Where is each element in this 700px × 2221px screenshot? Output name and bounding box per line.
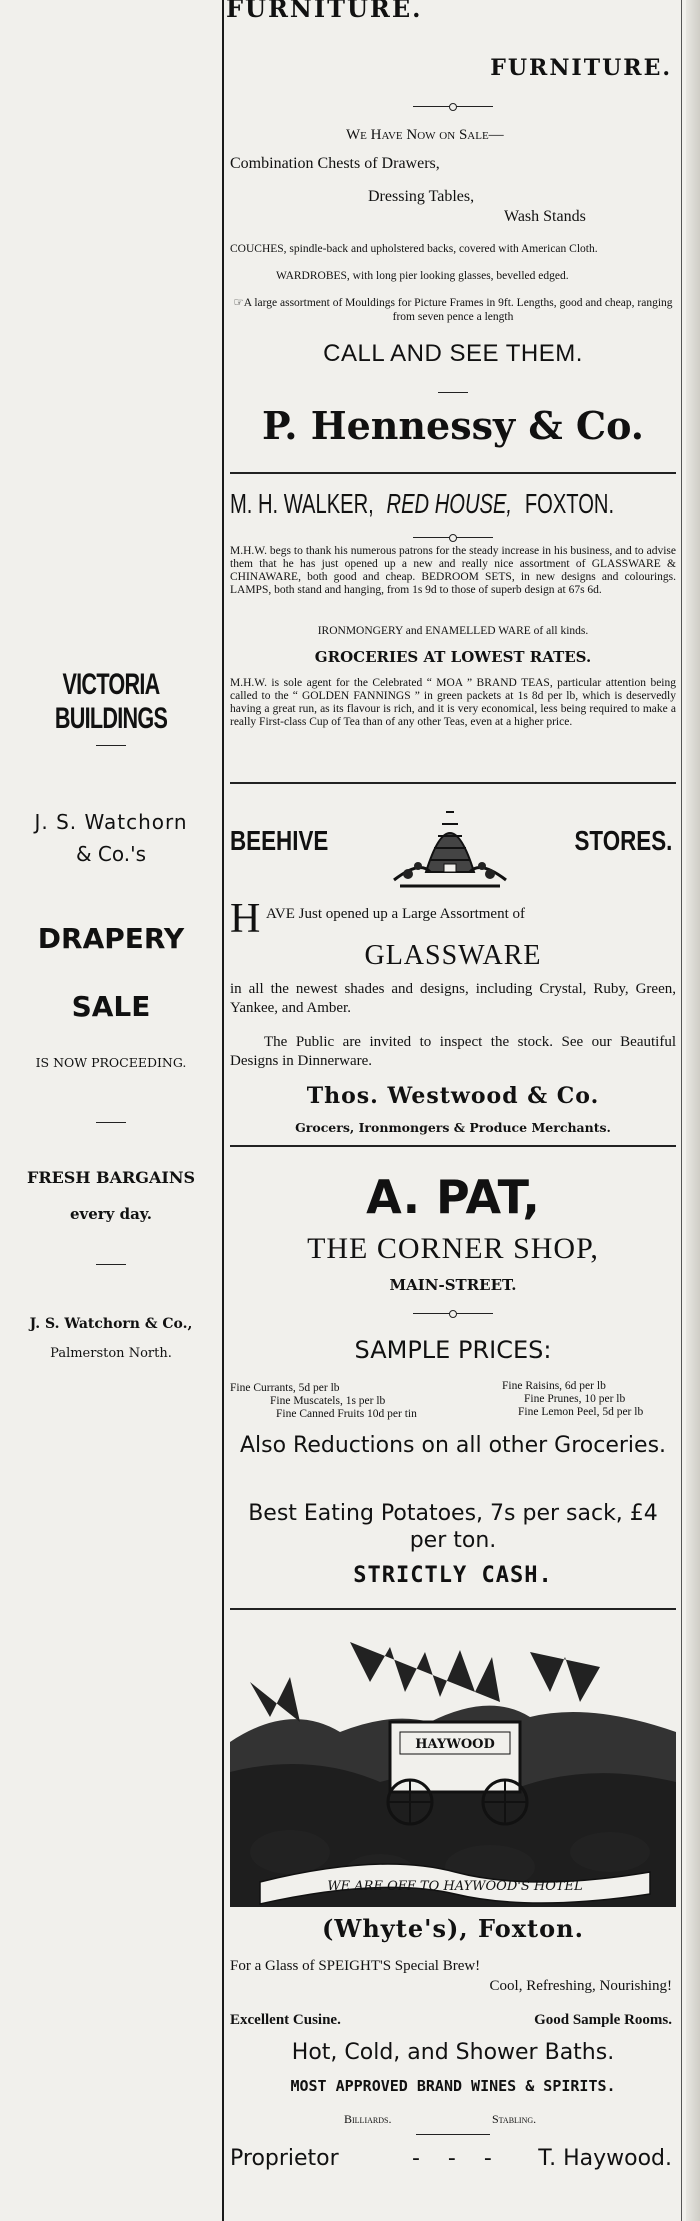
public-text: The Public are invited to inspect the stock. See our Beautiful Designs in Dinnerware. xyxy=(230,1034,676,1069)
divider xyxy=(96,745,126,746)
advert-rule xyxy=(230,472,676,474)
red-house: RED HOUSE, xyxy=(386,488,513,519)
column-rule xyxy=(222,0,224,2221)
ornament-rule xyxy=(413,537,493,538)
ironmongery-line: IRONMONGERY and ENAMELLED WARE of all kinds. xyxy=(317,625,589,637)
hotel-illustration xyxy=(230,1622,676,1907)
furniture-item: Wash Stands xyxy=(504,208,586,225)
price-item: Fine Currants, 5d per lb xyxy=(230,1382,340,1394)
page-edge-rule xyxy=(681,0,682,2221)
westwood-firm: Thos. Westwood & Co. xyxy=(306,1083,600,1109)
victoria-buildings-heading: VICTORIA BUILDINGS xyxy=(54,668,168,735)
beehive-intro: AVE Just opened up a Large Assortment of xyxy=(266,906,525,922)
stores-word: STORES. xyxy=(574,825,672,856)
divider xyxy=(438,392,468,393)
strictly-cash: STRICTLY CASH. xyxy=(353,1563,553,1588)
cuisine-text: Excellent Cusine. xyxy=(230,2012,341,2028)
watchorn-co: & Co.'s xyxy=(75,842,147,866)
beehive-icon xyxy=(390,790,510,892)
ornament-rule xyxy=(413,1313,493,1314)
corner-shop: THE CORNER SHOP, xyxy=(307,1232,599,1265)
divider xyxy=(96,1122,126,1123)
hotel-name: (Whyte's), Foxton. xyxy=(322,1914,584,1943)
call-and-see: CALL AND SEE THEM. xyxy=(323,340,583,367)
dropcap: H xyxy=(230,896,261,942)
drapery-heading: DRAPERY xyxy=(37,922,185,955)
walker-heading xyxy=(230,488,614,520)
cool-line: Cool, Refreshing, Nourishing! xyxy=(489,1978,672,1994)
furniture-heading: FURNITURE. xyxy=(490,55,672,81)
prices-left xyxy=(230,1382,417,1421)
watchorn-advert xyxy=(0,0,222,2221)
beehive-word: BEEHIVE xyxy=(230,825,329,856)
divider xyxy=(416,2134,490,2135)
shades-text: in all the newest shades and designs, including Crystal, Ruby, Green, Yankee, and Amber. xyxy=(230,981,676,1016)
tea-paragraph: M.H.W. is sole agent for the Celebrated “ MOA ” BRAND TEAS, particular attention being called to the “ GOLDEN FANNINGS ” in green packets at 1s 8d per lb, which is deservedly having a great run, as its flavour is rich, and it is very economical, less being required to make a really First-class Cup of Tea than of any other Teas, even at a higher price. xyxy=(230,677,676,728)
watchorn-footer-name: J. S. Watchorn & Co., xyxy=(29,1316,193,1332)
walker-town: FOXTON. xyxy=(524,488,615,519)
mouldings-text: ☞A large assortment of Mouldings for Picture Frames in 9ft. Lengths, good and cheap, ranging from seven pence a length xyxy=(233,297,673,323)
price-item: Fine Lemon Peel, 5d per lb xyxy=(518,1406,644,1418)
westwood-trade: Grocers, Ironmongers & Produce Merchants. xyxy=(295,1120,611,1135)
groceries-heading: GROCERIES AT LOWEST RATES. xyxy=(314,648,592,666)
owner-name: T. Haywood. xyxy=(538,2146,672,2171)
sale-line: We Have Now on Sale— xyxy=(346,127,504,143)
walker-paragraph: M.H.W. begs to thank his numerous patrons for the steady increase in his business, and to advise them that he has just opened up a new and really nice assortment of GLASSWARE & CHINAWARE, both good and cheap. BEDROOM SETS, in new designs and colourings. LAMPS, both stand and hanging, from 1s 9d to those of superb design at 67s 6d. xyxy=(230,545,676,596)
sample-prices-heading: SAMPLE PRICES: xyxy=(354,1336,552,1364)
wagon-label: HAYWOOD xyxy=(415,1737,495,1752)
wines-text: MOST APPROVED BRAND WINES & SPIRITS. xyxy=(290,2077,616,2095)
page-margin-shadow xyxy=(686,0,700,2221)
wardrobes-line: WARDROBES, with long pier looking glasses, bevelled edged. xyxy=(276,270,569,282)
proprietor-label: Proprietor xyxy=(230,2146,339,2171)
rooms-text: Good Sample Rooms. xyxy=(534,2012,672,2028)
reductions-text: Also Reductions on all other Groceries. xyxy=(239,1433,667,1458)
price-item: Fine Prunes, 10 per lb xyxy=(524,1393,626,1405)
advert-rule xyxy=(230,1608,676,1610)
price-item: Fine Muscatels, 1s per lb xyxy=(270,1395,386,1407)
price-item: Fine Raisins, 6d per lb xyxy=(502,1380,606,1392)
baths-text: Hot, Cold, and Shower Baths. xyxy=(291,2040,615,2065)
advert-rule xyxy=(230,782,676,784)
speights-line: For a Glass of SPEIGHT'S Special Brew! xyxy=(230,1958,481,1974)
potatoes-text: Best Eating Potatoes, 7s per sack, £4 per ton. xyxy=(248,1501,658,1553)
walker-name: M. H. WALKER, xyxy=(230,488,374,519)
furniture-item: Dressing Tables, xyxy=(368,188,475,205)
leader-dashes: - - - xyxy=(412,2146,492,2171)
fresh-bargains: FRESH BARGAINS xyxy=(26,1168,196,1187)
prices-right xyxy=(502,1380,643,1419)
divider xyxy=(96,1264,126,1265)
watchorn-name: J. S. Watchorn xyxy=(34,810,188,834)
every-day: every day. xyxy=(69,1205,153,1223)
banner-text: WE ARE OFF TO HAYWOOD'S HOTEL xyxy=(327,1879,583,1894)
main-street: MAIN-STREET. xyxy=(389,1276,517,1294)
stabling-text: Stabling. xyxy=(492,2112,537,2126)
billiards-text: Billiards. xyxy=(344,2112,392,2126)
watchorn-footer-place: Palmerston North. xyxy=(50,1346,172,1361)
furniture-item: Combination Chests of Drawers, xyxy=(230,155,440,172)
hennessy-firm: P. Hennessy & Co. xyxy=(261,403,645,448)
advert-rule xyxy=(230,1145,676,1147)
furniture-top-cut: FURNITURE. xyxy=(226,0,423,23)
apat-name: A. PAT, xyxy=(366,1170,540,1224)
price-item: Fine Canned Fruits 10d per tin xyxy=(276,1408,417,1420)
ornament-rule xyxy=(413,106,493,107)
sale-heading: SALE xyxy=(71,990,151,1023)
glassware-heading: GLASSWARE xyxy=(364,940,542,971)
proceeding-text: IS NOW PROCEEDING. xyxy=(35,1055,187,1070)
couches-line: COUCHES, spindle-back and upholstered backs, covered with American Cloth. xyxy=(230,243,598,255)
right-column xyxy=(226,0,680,2221)
